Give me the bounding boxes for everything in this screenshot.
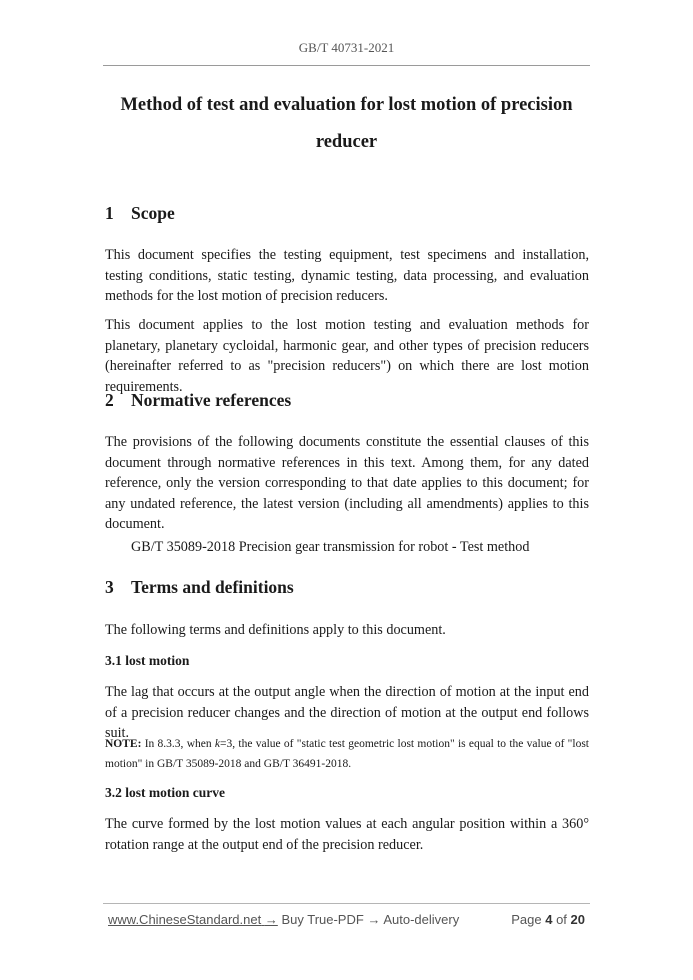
term-3-2-definition: The curve formed by the lost motion values at each angular position within a 360° rotation range at the output end of the precision reducer. [105, 816, 589, 853]
scope-paragraph-1: This document specifies the testing equipment, test specimens and installation, testing conditions, static testing, dynamic testing, data processing, and evaluation methods for the lost motion of precision reducers. [105, 247, 589, 304]
term-3-2-heading: 3.2 lost motion curve [105, 785, 225, 800]
section-3-heading [105, 577, 294, 598]
auto-delivery-text: Auto-delivery [383, 912, 460, 927]
header-rule [103, 65, 590, 66]
section-2-number: 2 [105, 390, 114, 410]
buy-true-pdf-text: Buy True-PDF [281, 912, 364, 927]
page-number: 4 [545, 912, 553, 927]
section-1-heading [105, 203, 175, 224]
note-text-pre: In 8.3.3, when [141, 738, 215, 750]
of-label: of [556, 912, 567, 927]
document-title-line2: reducer [315, 132, 378, 152]
section-2-title: Normative references [131, 390, 292, 410]
page-header: GB/T 40731-2021 [298, 40, 395, 55]
arrow-right-icon: → [367, 912, 381, 927]
note-label: NOTE: [105, 738, 142, 750]
term-3-1-definition: The lag that occurs at the output angle when the direction of motion at the input end of a precision reducer changes and the direction of motion at the output end follows suit. [105, 684, 589, 741]
term-3-1-heading: 3.1 lost motion [105, 653, 190, 668]
footer-links [108, 912, 459, 927]
note-variable: k [214, 738, 221, 750]
section-1-title: Scope [131, 203, 175, 223]
footer-rule [103, 903, 590, 904]
section-1-number: 1 [105, 203, 114, 223]
normative-paragraph: The provisions of the following documents constitute the essential clauses of this document through normative references in this text. Among them, for any dated reference, only the version corresponding to that date applies to this document; for any undated reference, the latest version (including all amendments) applies to this document. [105, 434, 589, 532]
term-3-1-note [105, 734, 589, 774]
section-2-heading [105, 390, 291, 411]
page-label: Page [511, 912, 542, 927]
page-total: 20 [570, 912, 585, 927]
note-text-post: =3, the value of "static test geometric lost motion" is equal to the value of "lost motion" in GB/T 35089-2018 and GB/T 36491-2018. [105, 738, 589, 770]
site-link[interactable] [108, 912, 278, 927]
arrow-right-icon: → [264, 912, 278, 927]
site-link-text: www.ChineseStandard.net [108, 912, 262, 927]
scope-paragraph-2: This document applies to the lost motion testing and evaluation methods for planetary, planetary cycloidal, harmonic gear, and other types of precision reducers (hereinafter referred to as "precision reducers") on which there are lost motion requirements. [105, 317, 589, 395]
page-footer [108, 912, 585, 932]
section-3-title: Terms and definitions [131, 577, 294, 597]
document-title-line1: Method of test and evaluation for lost motion of precision [120, 95, 573, 115]
normative-reference-item: GB/T 35089-2018 Precision gear transmission for robot - Test method [131, 539, 530, 555]
page-counter [511, 912, 585, 927]
section-3-number: 3 [105, 577, 114, 597]
terms-intro-paragraph: The following terms and definitions apply to this document. [105, 622, 446, 638]
